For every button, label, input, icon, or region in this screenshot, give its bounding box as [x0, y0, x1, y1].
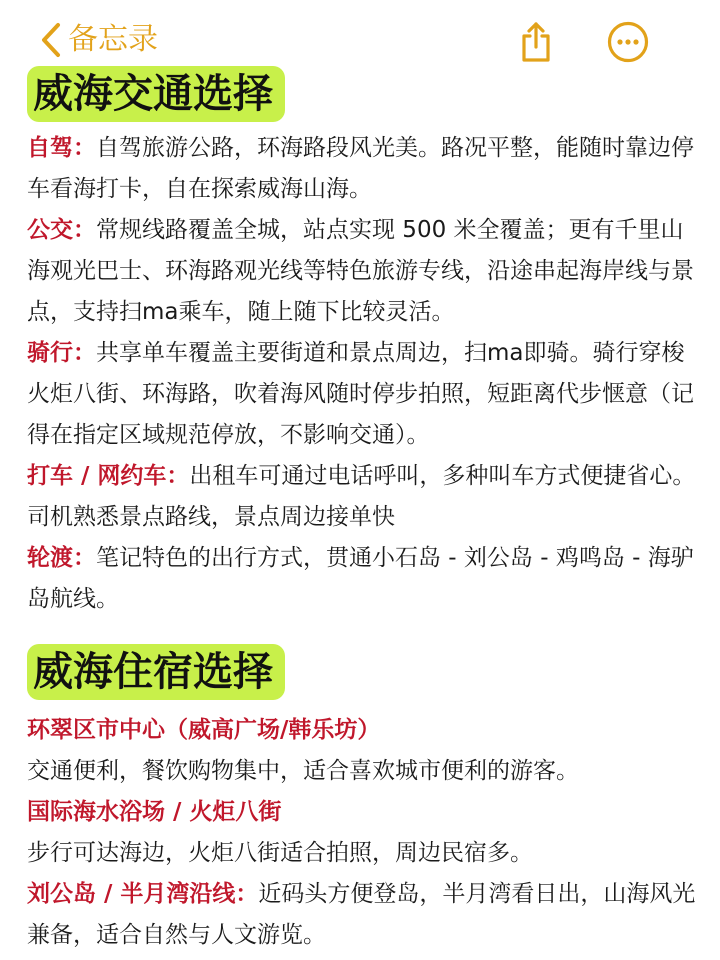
- lodging-area-island: [27, 874, 697, 956]
- item-text: 自驾旅游公路，环海路段风光美。路况平整，能随时靠边停车看海打卡，自在探索威海山海。: [27, 135, 694, 202]
- note-content: [27, 66, 697, 956]
- transport-item-ferry: [27, 538, 697, 620]
- back-button[interactable]: [40, 16, 158, 64]
- item-tag: 公交：: [27, 217, 96, 243]
- transport-item-cycling: [27, 333, 697, 456]
- item-text: 常规线路覆盖全城，站点实现 500 米全覆盖；更有千里山海观光巴士、环海路观光线等特色旅游专线，沿途串起海岸线与景点，支持扫ma乘车，随上随下比较灵活。: [27, 217, 694, 325]
- item-tag: 骑行：: [27, 340, 96, 366]
- transport-item-bus: [27, 210, 697, 333]
- item-tag: 打车 / 网约车：: [27, 463, 190, 489]
- item-text: 笔记特色的出行方式，贯通小石岛 - 刘公岛 - 鸡鸣岛 - 海驴岛航线。: [27, 545, 694, 612]
- item-tag: 轮渡：: [27, 545, 96, 571]
- lodging-area-city-center: 环翠区市中心（威高广场/韩乐坊）: [27, 717, 381, 743]
- lodging-area-city-center-desc: 交通便利，餐饮购物集中，适合喜欢城市便利的游客。: [27, 758, 579, 784]
- item-tag: 自驾：: [27, 135, 96, 161]
- item-text: 共享单车覆盖主要街道和景点周边，扫ma即骑。骑行穿梭火炬八街、环海路，吹着海风随时停步拍照，短距离代步惬意（记得在指定区域规范停放，不影响交通）。: [27, 340, 694, 448]
- lodging-area-beach-desc: 步行可达海边，火炬八街适合拍照，周边民宿多。: [27, 840, 533, 866]
- more-icon: [606, 20, 650, 64]
- item-tag: 刘公岛 / 半月湾沿线：: [27, 881, 259, 907]
- item-text: 出租车可通过电话呼叫，多种叫车方式便捷省心。司机熟悉景点路线，景点周边接单快: [27, 463, 696, 530]
- more-button[interactable]: [604, 18, 652, 66]
- transport-item-taxi: [27, 456, 697, 538]
- back-label: 备忘录: [68, 22, 158, 57]
- transport-item-self-drive: [27, 128, 697, 210]
- lodging-area-beach: 国际海水浴场 / 火炬八街: [27, 799, 282, 825]
- transport-heading: 威海交通选择: [27, 66, 285, 122]
- chevron-left-icon: [40, 22, 62, 58]
- share-button[interactable]: [512, 18, 560, 66]
- lodging-heading: 威海住宿选择: [27, 644, 285, 700]
- share-icon: [518, 21, 554, 63]
- item-text: 近码头方便登岛，半月湾看日出，山海风光兼备，适合自然与人文游览。: [27, 881, 696, 948]
